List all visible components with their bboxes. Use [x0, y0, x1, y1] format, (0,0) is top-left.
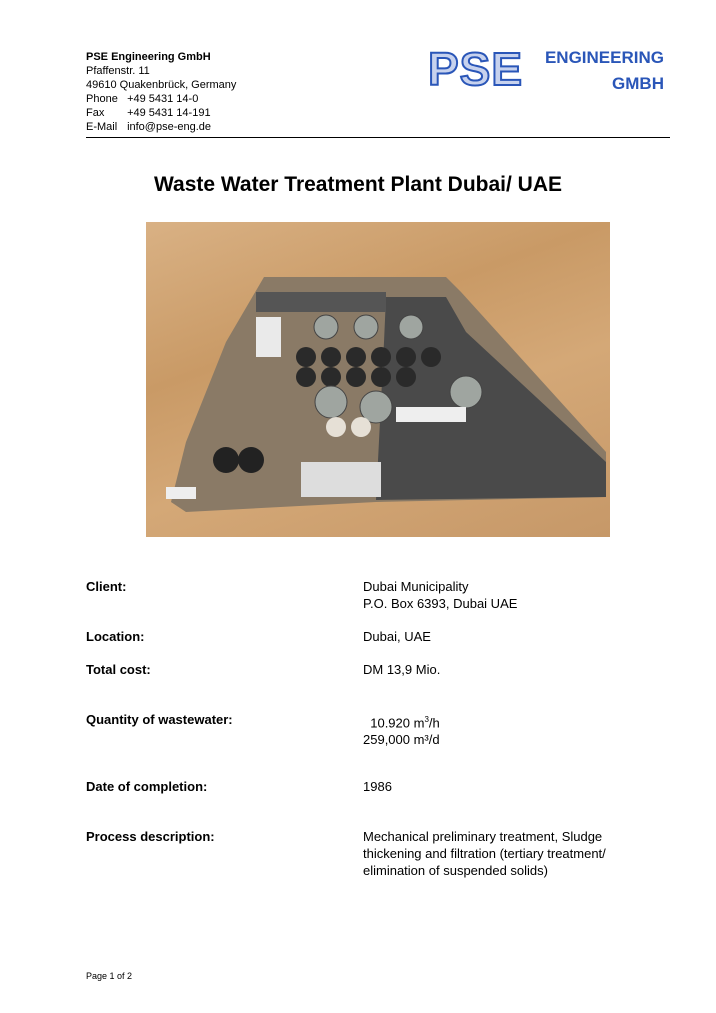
client-name: Dubai Municipality: [363, 579, 469, 594]
fax-label: Fax: [86, 107, 105, 119]
location-label: Location:: [86, 629, 145, 644]
header-divider: [86, 137, 670, 138]
phone: +49 5431 14-0: [127, 93, 199, 105]
quantity-hour-sup: 3: [424, 715, 429, 724]
process-label: Process description:: [86, 829, 215, 844]
email-label: E-Mail: [86, 121, 118, 133]
completion-value: 1986: [363, 779, 392, 794]
cost-value: DM 13,9 Mio.: [363, 662, 441, 677]
quantity-day: 259,000 m³/d: [363, 732, 440, 748]
company-name: PSE Engineering GmbH: [86, 51, 211, 63]
quantity-label: Quantity of wastewater:: [86, 712, 233, 727]
fax: +49 5431 14-191: [127, 107, 211, 119]
client-address: P.O. Box 6393, Dubai UAE: [363, 596, 518, 611]
process-line: elimination of suspended solids): [363, 863, 548, 878]
logo-mark: PSE: [428, 43, 524, 95]
page-number: Page 1 of 2: [86, 971, 133, 981]
process-line: Mechanical preliminary treatment, Sludge: [363, 829, 603, 844]
location-value: Dubai, UAE: [363, 629, 431, 644]
client-label: Client:: [86, 579, 127, 594]
street: Pfaffenstr. 11: [86, 65, 150, 77]
quantity-hour: 10.920 m: [370, 715, 425, 731]
phone-label: Phone: [86, 93, 118, 105]
pse-logo: [428, 44, 668, 94]
city: 49610 Quakenbrück, Germany: [86, 79, 237, 91]
aerial-plant-photo: [146, 222, 610, 537]
quantity-hour-unit: /h: [428, 715, 440, 731]
email: info@pse-eng.de: [127, 121, 212, 133]
page-title: Waste Water Treatment Plant Dubai/ UAE: [153, 173, 563, 196]
completion-label: Date of completion:: [86, 779, 208, 794]
cost-label: Total cost:: [86, 662, 151, 677]
company-address: [86, 50, 236, 134]
logo-engineering: ENGINEERING: [544, 48, 664, 67]
process-line: thickening and filtration (tertiary treatment/: [363, 846, 606, 861]
logo-gmbh: GMBH: [612, 74, 664, 93]
